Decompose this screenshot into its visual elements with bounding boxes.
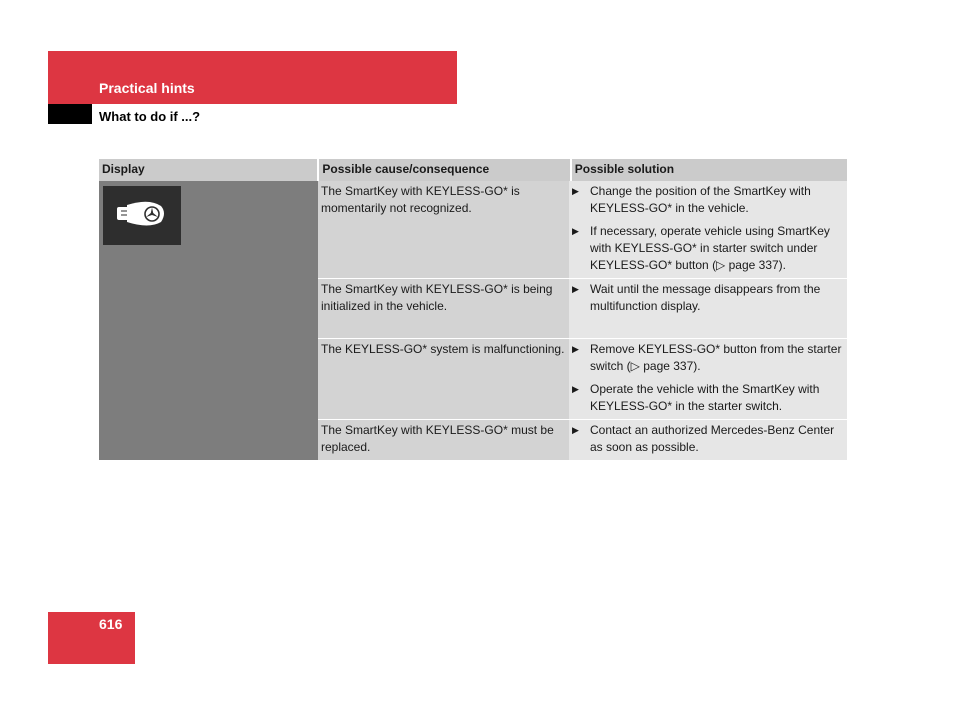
- cause-cell: The SmartKey with KEYLESS-GO* is being initialized in the vehicle.: [318, 279, 569, 338]
- triangle-right-icon: ▶: [572, 344, 579, 354]
- table-row: [318, 278, 847, 338]
- triangle-right-icon: ▶: [572, 425, 579, 435]
- table-body: [99, 181, 847, 460]
- solution-text: Operate the vehicle with the SmartKey with KEYLESS-GO* in the starter switch.: [590, 382, 820, 413]
- table-row: [318, 338, 847, 419]
- table-row: [318, 181, 847, 278]
- troubleshooting-table: [99, 159, 847, 460]
- solution-item: [572, 183, 844, 217]
- smartkey-icon: [103, 186, 181, 245]
- header-cause: Possible cause/consequence: [319, 159, 569, 181]
- solution-item: [572, 223, 844, 274]
- solution-text: Contact an authorized Mercedes-Benz Center as soon as possible.: [590, 423, 835, 454]
- triangle-right-icon: ▶: [572, 284, 579, 294]
- solution-item: [572, 281, 844, 315]
- triangle-right-icon: ▶: [572, 186, 579, 196]
- table-rows: [318, 181, 847, 460]
- subsection-title: What to do if ...?: [99, 109, 201, 124]
- solution-text: Wait until the message disappears from the multifunction display.: [590, 282, 821, 313]
- cause-cell: The SmartKey with KEYLESS-GO* is momentarily not recognized.: [318, 181, 569, 278]
- header-bar: [48, 51, 457, 104]
- section-title: Practical hints: [99, 80, 195, 96]
- page-number: 616: [99, 616, 123, 632]
- table-row: [318, 419, 847, 460]
- header-display: Display: [99, 159, 317, 181]
- table-header: [99, 159, 847, 181]
- cause-cell: The SmartKey with KEYLESS-GO* must be replaced.: [318, 420, 569, 460]
- header-solution: Possible solution: [572, 159, 847, 181]
- triangle-right-icon: ▶: [572, 226, 579, 236]
- solution-item: [572, 422, 844, 456]
- solution-item: [572, 381, 844, 415]
- solution-text: If necessary, operate vehicle using SmartKey with KEYLESS-GO* in starter switch under KEYLESS-GO* button (▷ page 337).: [590, 224, 830, 272]
- solution-item: [572, 341, 844, 375]
- solution-cell: [569, 279, 847, 338]
- solution-cell: [569, 339, 847, 419]
- solution-cell: [569, 420, 847, 460]
- solution-text: Remove KEYLESS-GO* button from the starter switch (▷ page 337).: [590, 342, 842, 373]
- cause-cell: The KEYLESS-GO* system is malfunctioning.: [318, 339, 569, 419]
- display-column: [99, 181, 318, 460]
- triangle-right-icon: ▶: [572, 384, 579, 394]
- solution-text: Change the position of the SmartKey with KEYLESS-GO* in the vehicle.: [590, 184, 811, 215]
- subsection-tab: [48, 104, 92, 124]
- solution-cell: [569, 181, 847, 278]
